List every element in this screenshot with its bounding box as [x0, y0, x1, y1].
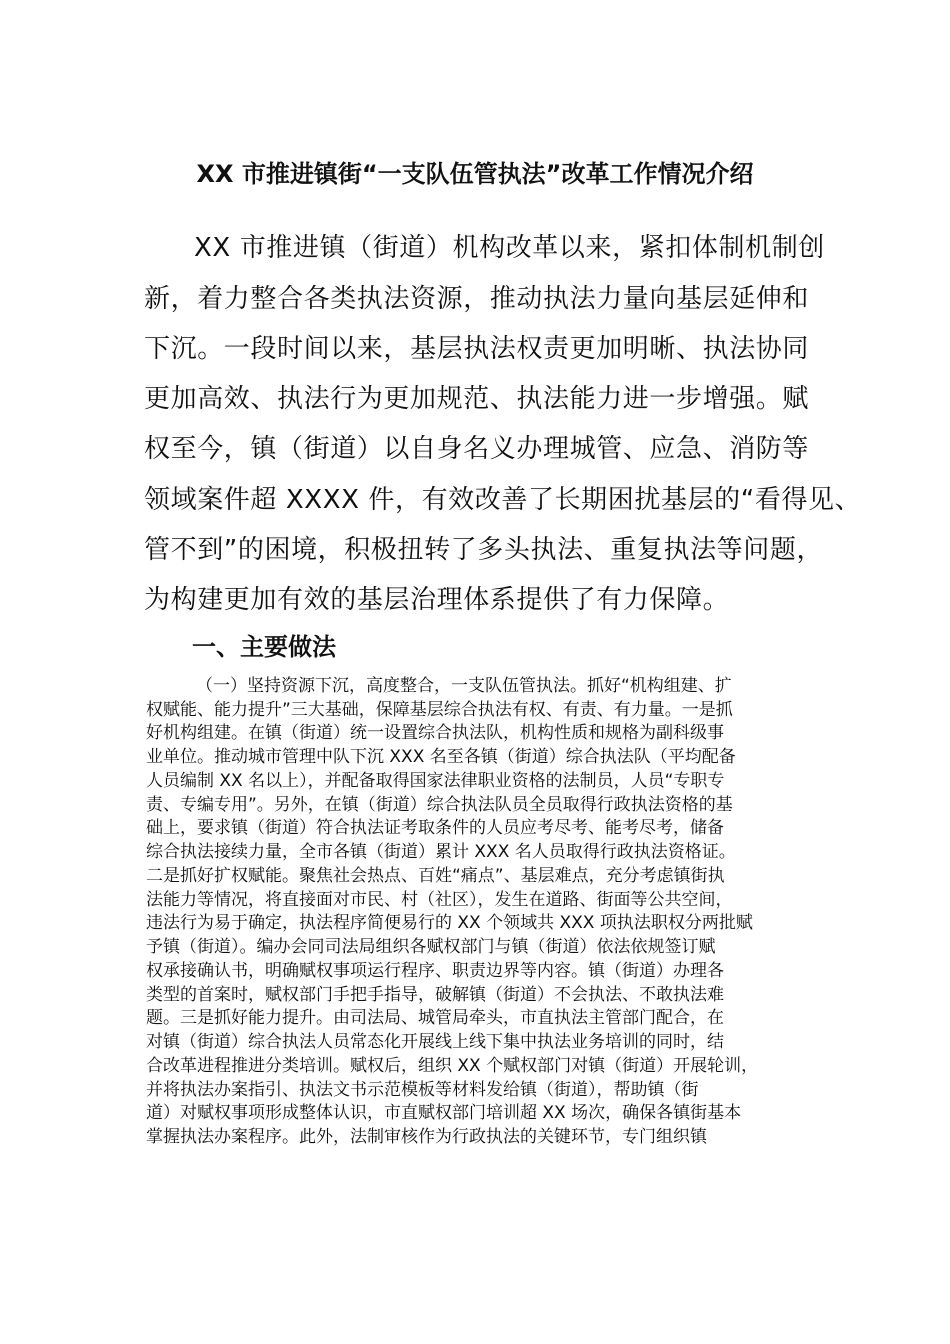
body-line-17: 合改革进程推进分类培训。赋权后，组织 XX 个赋权部门对镇（街道）开展轮训，: [146, 1056, 759, 1076]
intro-line-4: 更加高效、执法行为更加规范、执法能力进一步增强。赋: [144, 384, 810, 414]
intro-line-6: 领域案件超 XXXX 件，有效改善了长期困扰基层的“看得见、: [144, 485, 862, 515]
body-line-15: 题。三是抓好能力提升。由司法局、城管局牵头，市直执法主管部门配合，在: [146, 1008, 724, 1028]
body-line-13: 权承接确认书，明确赋权事项运行程序、职责边界等内容。镇（街道）办理各: [146, 961, 724, 981]
body-line-6: 责、专编专用”。另外，在镇（街道）综合执法队员全员取得行政执法资格的基: [146, 795, 733, 815]
body-line-14: 类型的首案时，赋权部门手把手指导，破解镇（街道）不会执法、不敢执法难: [146, 985, 724, 1005]
body-line-11: 违法行为易于确定，执法程序简便易行的 XX 个领域共 XXX 项执法职权分两批赋: [146, 913, 753, 933]
body-line-4: 业单位。推动城市管理中队下沉 XXX 名至各镇（街道）综合执法队（平均配备: [146, 747, 736, 767]
body-line-1: （一）坚持资源下沉，高度整合，一支队伍管执法。抓好“机构组建、扩: [196, 676, 732, 696]
body-line-5: 人员编制 XX 名以上），并配备取得国家法律职业资格的法制员，人员“专职专: [146, 771, 725, 791]
body-line-12: 予镇（街道）。编办会同司法局组织各赋权部门与镇（街道）依法依规签订赋: [146, 937, 716, 957]
intro-line-5: 权至今，镇（街道）以自身名义办理城管、应急、消防等: [144, 434, 810, 464]
body-line-16: 对镇（街道）综合执法人员常态化开展线上线下集中执法业务培训的同时，结: [146, 1032, 724, 1052]
section-heading: 一、主要做法: [192, 633, 336, 661]
document-title: XX 市推进镇街“一支队伍管执法”改革工作情况介绍: [196, 160, 754, 188]
intro-line-7: 管不到”的困境，积极扭转了多头执法、重复执法等问题，: [144, 535, 824, 565]
body-line-8: 综合执法接续力量，全市各镇（街道）累计 XXX 名人员取得行政执法资格证。: [146, 842, 736, 862]
body-line-3: 好机构组建。在镇（街道）统一设置综合执法队，机构性质和规格为副科级事: [146, 723, 724, 743]
body-line-9: 二是抓好扩权赋能。聚焦社会热点、百姓“痛点”、基层难点，充分考虑镇街执: [146, 866, 725, 886]
body-line-10: 法能力等情况，将直接面对市民、村（社区），发生在道路、街面等公共空间，: [146, 890, 733, 910]
body-line-18: 并将执法办案指引、执法文书示范模板等材料发给镇（街道），帮助镇（街: [146, 1080, 699, 1100]
intro-line-2: 新，着力整合各类执法资源，推动执法力量向基层延伸和: [144, 284, 810, 314]
intro-line-3: 下沉。一段时间以来，基层执法权责更加明晰、执法协同: [144, 334, 810, 364]
intro-line-8: 为构建更加有效的基层治理体系提供了有力保障。: [144, 585, 730, 615]
body-line-20: 掌握执法办案程序。此外，法制审核作为行政执法的关键环节，专门组织镇: [146, 1127, 707, 1147]
body-line-19: 道）对赋权事项形成整体认识，市直赋权部门培训超 XX 场次，确保各镇街基本: [146, 1103, 742, 1123]
body-line-7: 础上，要求镇（街道）符合执法证考取条件的人员应考尽考、能考尽考，储备: [146, 818, 724, 838]
intro-line-1: XX 市推进镇（街道）机构改革以来，紧扣体制机制创: [194, 233, 825, 263]
body-line-2: 权赋能、能力提升”三大基础，保障基层综合执法有权、有责、有力量。一是抓: [146, 700, 733, 720]
